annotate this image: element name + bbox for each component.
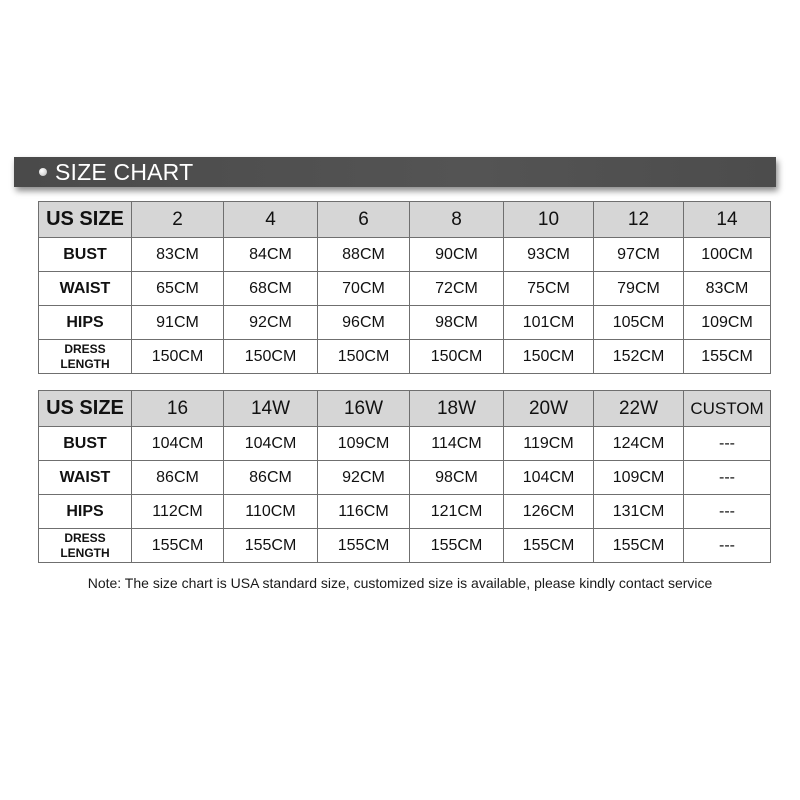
row-label: HIPS bbox=[39, 306, 132, 340]
table-cell: 90CM bbox=[410, 238, 504, 272]
table-cell: 104CM bbox=[504, 461, 594, 495]
table-cell: 126CM bbox=[504, 495, 594, 529]
table-cell: 104CM bbox=[224, 427, 318, 461]
table-cell: 98CM bbox=[410, 461, 504, 495]
table-cell: 101CM bbox=[504, 306, 594, 340]
header-cell-size: 10 bbox=[504, 202, 594, 238]
table-cell: 155CM bbox=[132, 529, 224, 563]
table-cell: 114CM bbox=[410, 427, 504, 461]
table-cell: 119CM bbox=[504, 427, 594, 461]
table-cell: 92CM bbox=[224, 306, 318, 340]
row-label: WAIST bbox=[39, 461, 132, 495]
table-header-row bbox=[39, 202, 771, 238]
row-label bbox=[39, 340, 132, 374]
page-title: SIZE CHART bbox=[55, 158, 194, 185]
row-label: BUST bbox=[39, 238, 132, 272]
table-cell: 124CM bbox=[594, 427, 684, 461]
table-cell: 75CM bbox=[504, 272, 594, 306]
size-chart-banner bbox=[14, 157, 776, 187]
table-cell: 109CM bbox=[594, 461, 684, 495]
table-header-row bbox=[39, 391, 771, 427]
header-cell-size: 16 bbox=[132, 391, 224, 427]
table-cell: 65CM bbox=[132, 272, 224, 306]
table-cell: 150CM bbox=[504, 340, 594, 374]
table-cell: 104CM bbox=[132, 427, 224, 461]
table-cell: 68CM bbox=[224, 272, 318, 306]
header-cell-size: 8 bbox=[410, 202, 504, 238]
table-cell: 155CM bbox=[318, 529, 410, 563]
table-row-hips bbox=[39, 495, 771, 529]
row-label: HIPS bbox=[39, 495, 132, 529]
header-cell-size: 20W bbox=[504, 391, 594, 427]
table-row-dress-length bbox=[39, 529, 771, 563]
table-cell: 150CM bbox=[132, 340, 224, 374]
table-cell: 112CM bbox=[132, 495, 224, 529]
table-cell: 96CM bbox=[318, 306, 410, 340]
table-cell: 83CM bbox=[132, 238, 224, 272]
header-cell-size: 4 bbox=[224, 202, 318, 238]
table-cell: 91CM bbox=[132, 306, 224, 340]
table-cell: 116CM bbox=[318, 495, 410, 529]
table-cell: 83CM bbox=[684, 272, 771, 306]
row-label-line: LENGTH bbox=[60, 356, 110, 371]
header-cell-size: 12 bbox=[594, 202, 684, 238]
table-cell: 105CM bbox=[594, 306, 684, 340]
row-label-line: LENGTH bbox=[60, 545, 110, 560]
table-cell: 155CM bbox=[410, 529, 504, 563]
table-cell: 155CM bbox=[224, 529, 318, 563]
header-cell-custom: CUSTOM bbox=[684, 391, 771, 427]
table-cell: --- bbox=[684, 427, 771, 461]
header-cell-size: 2 bbox=[132, 202, 224, 238]
header-cell-size: 18W bbox=[410, 391, 504, 427]
table-cell: 152CM bbox=[594, 340, 684, 374]
table-row-bust bbox=[39, 238, 771, 272]
table-cell: 150CM bbox=[410, 340, 504, 374]
table-cell: 100CM bbox=[684, 238, 771, 272]
table-cell: 86CM bbox=[132, 461, 224, 495]
table-cell: 72CM bbox=[410, 272, 504, 306]
table-row-waist bbox=[39, 461, 771, 495]
table-cell: 155CM bbox=[504, 529, 594, 563]
table-cell: --- bbox=[684, 529, 771, 563]
table-cell: 109CM bbox=[318, 427, 410, 461]
table-cell: 97CM bbox=[594, 238, 684, 272]
table-row-hips bbox=[39, 306, 771, 340]
table-row-dress-length bbox=[39, 340, 771, 374]
size-table-standard bbox=[38, 201, 771, 374]
table-row-bust bbox=[39, 427, 771, 461]
header-cell-us-size: US SIZE bbox=[39, 391, 132, 427]
table-cell: 79CM bbox=[594, 272, 684, 306]
header-cell-size: 16W bbox=[318, 391, 410, 427]
row-label: BUST bbox=[39, 427, 132, 461]
table-cell: 150CM bbox=[318, 340, 410, 374]
table-cell: 155CM bbox=[594, 529, 684, 563]
footnote: Note: The size chart is USA standard size, customized size is available, please kindly contact service bbox=[87, 575, 713, 591]
header-cell-us-size: US SIZE bbox=[39, 202, 132, 238]
table-cell: 131CM bbox=[594, 495, 684, 529]
header-cell-size: 14 bbox=[684, 202, 771, 238]
table-cell: 70CM bbox=[318, 272, 410, 306]
table-cell: 98CM bbox=[410, 306, 504, 340]
bullet-icon bbox=[39, 168, 47, 176]
table-cell: 109CM bbox=[684, 306, 771, 340]
table-cell: 86CM bbox=[224, 461, 318, 495]
size-table-plus bbox=[38, 390, 771, 563]
row-label-line: DRESS bbox=[64, 530, 106, 545]
table-cell: 88CM bbox=[318, 238, 410, 272]
table-cell: --- bbox=[684, 495, 771, 529]
table-cell: 150CM bbox=[224, 340, 318, 374]
table-cell: 92CM bbox=[318, 461, 410, 495]
row-label-line: DRESS bbox=[64, 341, 106, 356]
table-cell: 93CM bbox=[504, 238, 594, 272]
table-cell: 110CM bbox=[224, 495, 318, 529]
header-cell-size: 6 bbox=[318, 202, 410, 238]
table-cell: 155CM bbox=[684, 340, 771, 374]
table-row-waist bbox=[39, 272, 771, 306]
row-label bbox=[39, 529, 132, 563]
table-cell: --- bbox=[684, 461, 771, 495]
table-cell: 84CM bbox=[224, 238, 318, 272]
row-label: WAIST bbox=[39, 272, 132, 306]
header-cell-size: 14W bbox=[224, 391, 318, 427]
table-cell: 121CM bbox=[410, 495, 504, 529]
header-cell-size: 22W bbox=[594, 391, 684, 427]
